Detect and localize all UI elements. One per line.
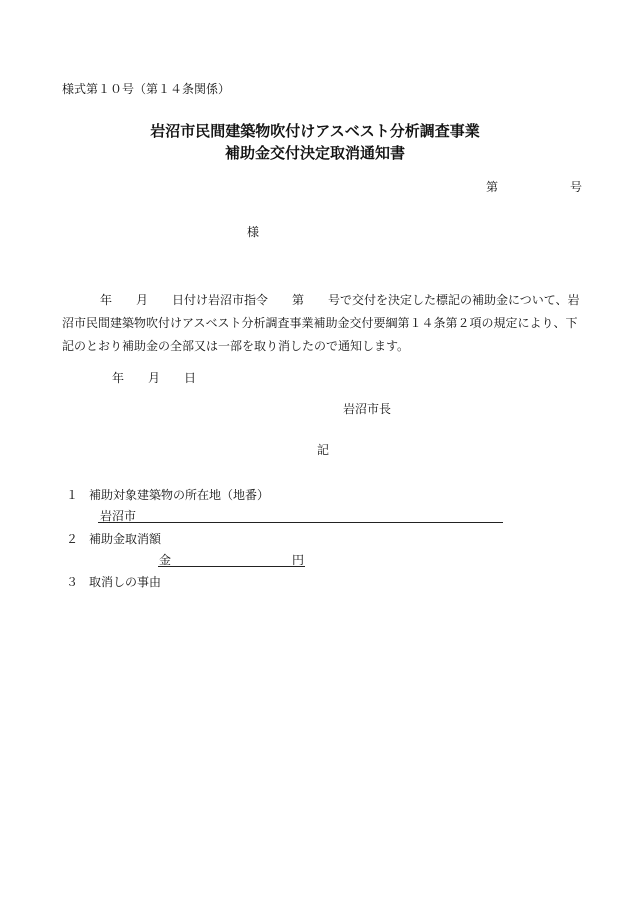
doc-number-prefix: 第	[486, 180, 499, 194]
document-title-line1: 岩沼市民間建築物吹付けアスベスト分析調査事業	[150, 122, 480, 140]
item-2-label: 補助金取消額	[89, 532, 162, 546]
document-title-line2: 補助金交付決定取消通知書	[224, 144, 405, 162]
issuer: 岩沼市長	[343, 402, 392, 416]
doc-number-suffix: 号	[570, 180, 583, 194]
ki-heading: 記	[317, 443, 330, 457]
item-2-underline	[158, 566, 305, 567]
item-3-label: 取消しの事由	[89, 575, 162, 589]
form-number: 様式第１０号（第１４条関係）	[62, 82, 231, 96]
date-line: 年 月 日	[112, 371, 197, 385]
item-2-number: ２	[66, 532, 79, 546]
body-line-2: 沼市民間建築物吹付けアスベスト分析調査事業補助金交付要綱第１４条第２項の規定により、下	[62, 316, 578, 330]
body-line-1: 年 月 日付け岩沼市指令 第 号で交付を決定した標記の補助金について、岩	[100, 293, 580, 307]
item-3-number: ３	[66, 575, 79, 589]
item-1-underline	[98, 522, 503, 523]
body-line-3: 記のとおり補助金の全部又は一部を取り消したので通知します。	[62, 339, 410, 353]
item-1-label: 補助対象建築物の所在地（地番）	[89, 488, 270, 502]
item-1-value-prefix: 岩沼市	[100, 509, 137, 523]
item-2-value-suffix: 円	[292, 553, 305, 567]
item-2-value-prefix: 金	[159, 553, 172, 567]
item-1-number: １	[66, 488, 79, 502]
addressee-suffix: 様	[247, 225, 260, 239]
